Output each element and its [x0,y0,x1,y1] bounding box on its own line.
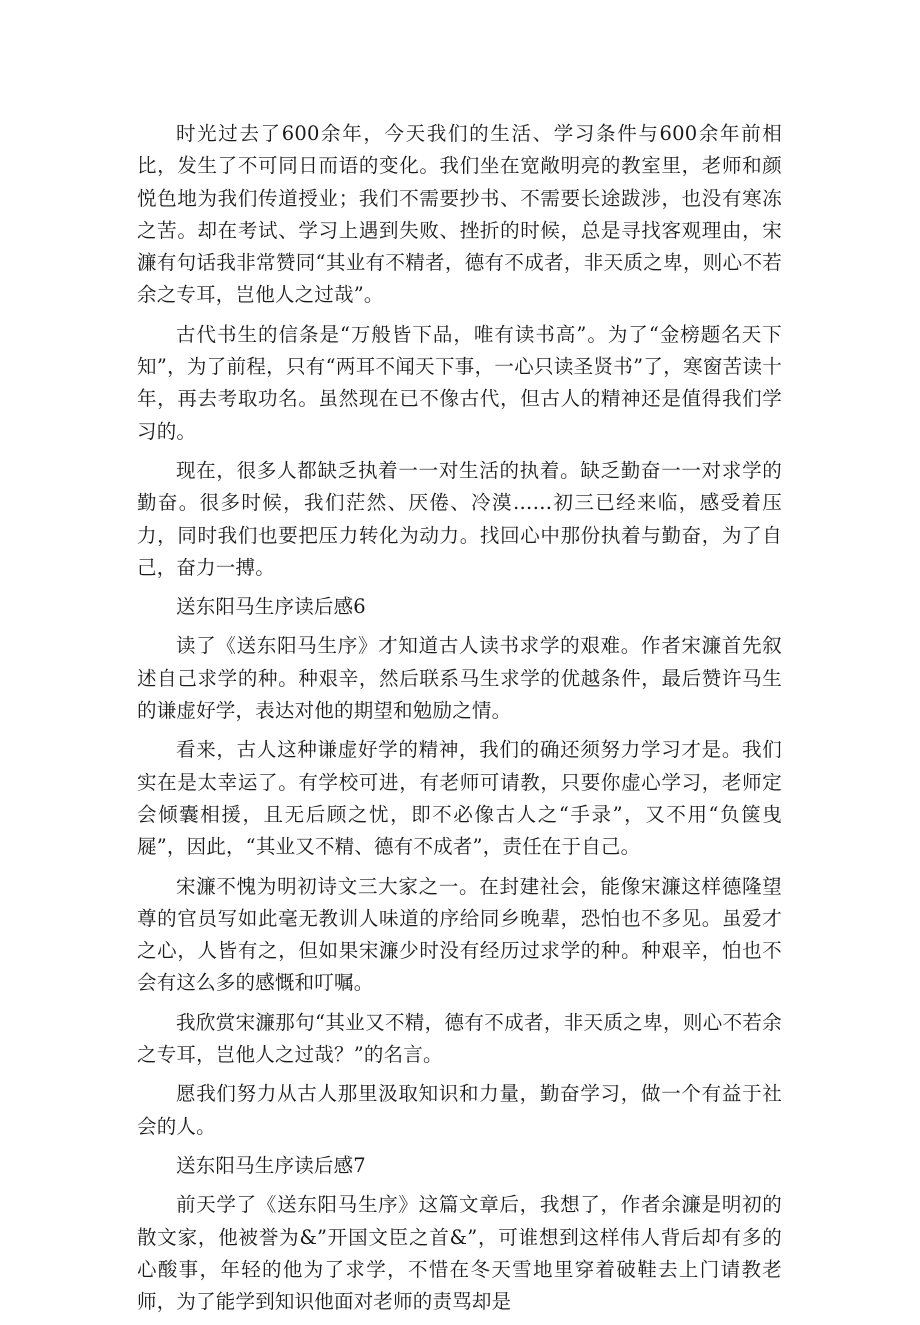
section-heading-6: 送东阳马生序读后感6 [176,595,366,619]
paragraph-4: 读了《送东阳马生序》才知道古人读书求学的艰难。作者宋濂首先叙述自己求学的种。种艰辛，然后联系马生求学的优越条件，最后赞许马生的谦虚好学，表达对他的期望和勉励之情。 [137,634,782,723]
paragraph-2: 古代书生的信条是“万般皆下品，唯有读书高”。为了“金榜题名天下知”，为了前程，只有“两耳不闻天下事，一心只读圣贤书”了，寒窗苦读十年，再去考取功名。虽然现在已不像古代，但古人的精神还是值得我们学习的。 [137,322,782,443]
paragraph-1: 时光过去了600余年，今天我们的生活、学习条件与600余年前相比，发生了不可同日而语的变化。我们坐在宽敞明亮的教室里，老师和颜悦色地为我们传道授业；我们不需要抄书、不需要长途跋涉，也没有寒冻之苦。却在考试、学习上遇到失败、挫折的时候，总是寻找客观理由，宋濂有句话我非常赞同“其业有不精者，德有不成者，非天质之卑，则心不若余之专耳，岂他人之过哉”。 [137,122,782,307]
section-heading-7: 送东阳马生序读后感7 [176,1153,366,1177]
paragraph-8: 愿我们努力从古人那里汲取知识和力量，勤奋学习，做一个有益于社会的人。 [137,1082,782,1138]
paragraph-3: 现在，很多人都缺乏执着一一对生活的执着。缺乏勤奋一一对求学的勤奋。很多时候，我们茫然、厌倦、冷漠……初三已经来临，感受着压力，同时我们也要把压力转化为动力。找回心中那份执着与勤奋，为了自己，奋力一搏。 [137,458,782,579]
paragraph-6: 宋濂不愧为明初诗文三大家之一。在封建社会，能像宋濂这样德隆望尊的官员写如此毫无教训人味道的序给同乡晚辈，恐怕也不多见。虽爱才之心，人皆有之，但如果宋濂少时没有经历过求学的种。种艰辛，怕也不会有这么多的感慨和叮嘱。 [137,874,782,995]
document-body [137,118,782,1325]
paragraph-7: 我欣赏宋濂那句“其业又不精，德有不成者，非天质之卑，则心不若余之专耳，岂他人之过哉？”的名言。 [137,1010,782,1067]
paragraph-5: 看来，古人这种谦虚好学的精神，我们的确还须努力学习才是。我们实在是太幸运了。有学校可进，有老师可请教，只要你虚心学习，老师定会倾囊相援，且无后顾之忧，即不必像古人之“手录”，又不用“负箧曳屣”，因此，“其业又不精、德有不成者”，责任在于自己。 [137,738,782,859]
paragraph-9: 前天学了《送东阳马生序》这篇文章后，我想了，作者余濂是明初的散文家，他被誉为&”开国文臣之首&”，可谁想到这样伟人背后却有多的心酸事，年轻的他为了求学，不惜在冬天雪地里穿着破鞋去上门请教老师，为了能学到知识他面对老师的责骂却是 [137,1193,782,1314]
